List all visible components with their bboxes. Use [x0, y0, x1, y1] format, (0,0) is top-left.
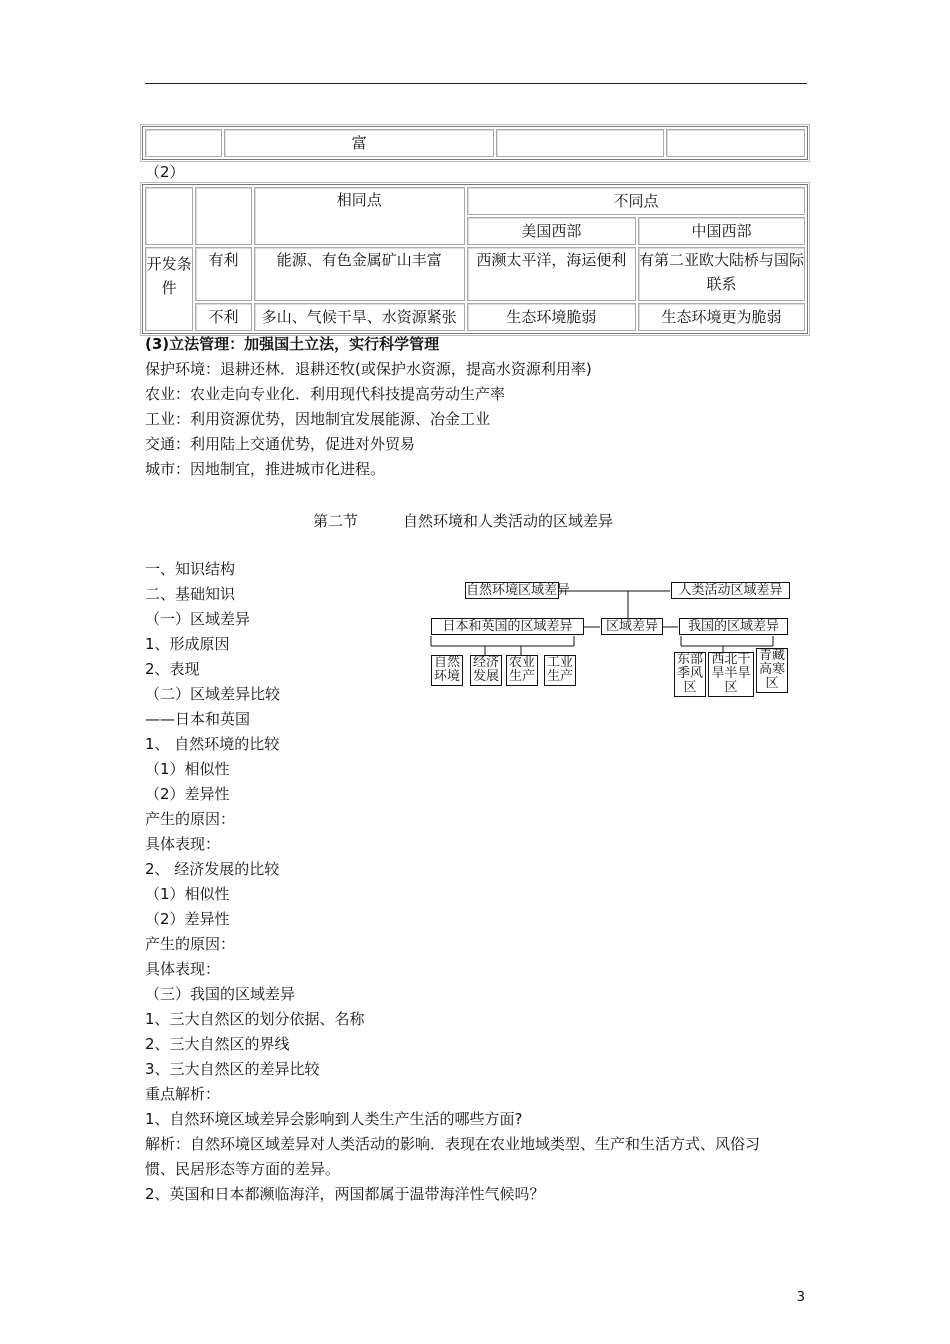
table-cell [496, 129, 664, 157]
outline-line: 1、自然环境区域差异会影响到人类生产生活的哪些方面? [145, 1110, 523, 1128]
natural-diff-box: 自然环境区域差异 [466, 583, 571, 598]
text-line: 工业：利用资源优势，因地制宜发展能源、冶金工业 [145, 410, 491, 428]
outline-line: 一、知识结构 [145, 560, 236, 578]
regional-diff-box: 区域差异 [601, 618, 663, 635]
same-header: 相同点 [254, 187, 465, 245]
section-title: 第二节 自然环境和人类活动的区域差异 [313, 512, 614, 530]
jp-sub-natural: 自然环境 [431, 655, 463, 686]
table-cell [145, 187, 193, 245]
outline-line: 具体表现： [145, 960, 221, 978]
outline-line: （2）差异性 [145, 785, 230, 803]
outline-line: 1、 自然环境的比较 [145, 735, 280, 753]
jp-sub-agriculture: 农业生产 [506, 655, 538, 686]
fav-same-cell: 能源、有色金属矿山丰富 [254, 247, 465, 301]
table2-label: （2） [145, 163, 185, 181]
outline-line: 产生的原因： [145, 810, 236, 828]
page-number: 3 [796, 1290, 805, 1305]
comparison-table [142, 184, 808, 334]
header-rule [145, 83, 807, 84]
outline-line: 二、基础知识 [145, 585, 236, 603]
section3-heading: (3)立法管理：加强国土立法，实行科学管理 [145, 335, 440, 353]
text-line: 保护环境：退耕还林．退耕还牧(或保护水资源，提高水资源利用率) [145, 360, 592, 378]
outline-line: 2、 经济发展的比较 [145, 860, 280, 878]
outline-line: （一）区域差异 [145, 610, 251, 628]
table-fragment [142, 126, 808, 160]
table-cell [195, 187, 251, 245]
outline-line: 3、三大自然区的差异比较 [145, 1060, 320, 1078]
outline-line: 2、英国和日本都濒临海洋，两国都属于温带海洋性气候吗？ [145, 1185, 545, 1203]
text-line: 农业：农业走向专业化．利用现代科技提高劳动生产率 [145, 385, 506, 403]
cn-sub-east: 东部季风区 [674, 652, 706, 697]
outline-line: 惯、民居形态等方面的差异。 [145, 1160, 341, 1178]
unfav-cn-cell: 生态环境更为脆弱 [638, 303, 805, 331]
outline-line: （1）相似性 [145, 885, 230, 903]
unfav-us-cell: 生态环境脆弱 [467, 303, 636, 331]
jp-sub-economy: 经济发展 [470, 655, 502, 686]
table-cell [666, 129, 805, 157]
outline-line: 具体表现： [145, 835, 221, 853]
human-diff-box: 人类活动区域差异 [671, 582, 790, 599]
us-west-header: 美国西部 [467, 217, 636, 245]
diff-header: 不同点 [467, 187, 805, 215]
outline-line: 2、三大自然区的界线 [145, 1035, 290, 1053]
knowledge-structure-diagram [424, 576, 794, 706]
unfav-same-cell: 多山、气候干旱、水资源紧张 [254, 303, 465, 331]
table-cell [145, 129, 222, 157]
table-cell: 富 [224, 129, 494, 157]
text-line: 交通：利用陆上交通优势，促进对外贸易 [145, 435, 416, 453]
text-line: 城市：因地制宜，推进城市化进程。 [145, 460, 386, 478]
outline-line: ——日本和英国 [145, 710, 251, 728]
outline-line: 1、三大自然区的划分依据、名称 [145, 1010, 365, 1028]
china-diff-box: 我国的区域差异 [679, 618, 788, 635]
jp-sub-industry: 工业生产 [544, 655, 576, 686]
cn-west-header: 中国西部 [638, 217, 805, 245]
dev-cond-cell: 开发条件 [145, 247, 193, 331]
outline-line: （三）我国的区域差异 [145, 985, 296, 1003]
outline-line: 2、表现 [145, 660, 200, 678]
outline-line: 1、形成原因 [145, 635, 230, 653]
favorable-cell: 有利 [195, 247, 251, 301]
cn-sub-northwest: 西北干旱半旱区 [708, 652, 754, 697]
outline-line: 产生的原因： [145, 935, 236, 953]
fav-us-cell: 西濒太平洋，海运便利 [467, 247, 636, 301]
fav-cn-cell: 有第二亚欧大陆桥与国际联系 [638, 247, 805, 301]
outline-line: （2）差异性 [145, 910, 230, 928]
cn-sub-qingzang: 青藏高寒区 [756, 648, 788, 693]
outline-line: （二）区域差异比较 [145, 685, 281, 703]
outline-line: （1）相似性 [145, 760, 230, 778]
outline-line: 重点解析： [145, 1085, 221, 1103]
outline-line: 解析：自然环境区域差异对人类活动的影响．表现在农业地域类型、生产和生活方式、风俗习 [145, 1135, 761, 1153]
jp-uk-diff-box: 日本和英国的区域差异 [431, 618, 584, 635]
unfavorable-cell: 不利 [195, 303, 251, 331]
